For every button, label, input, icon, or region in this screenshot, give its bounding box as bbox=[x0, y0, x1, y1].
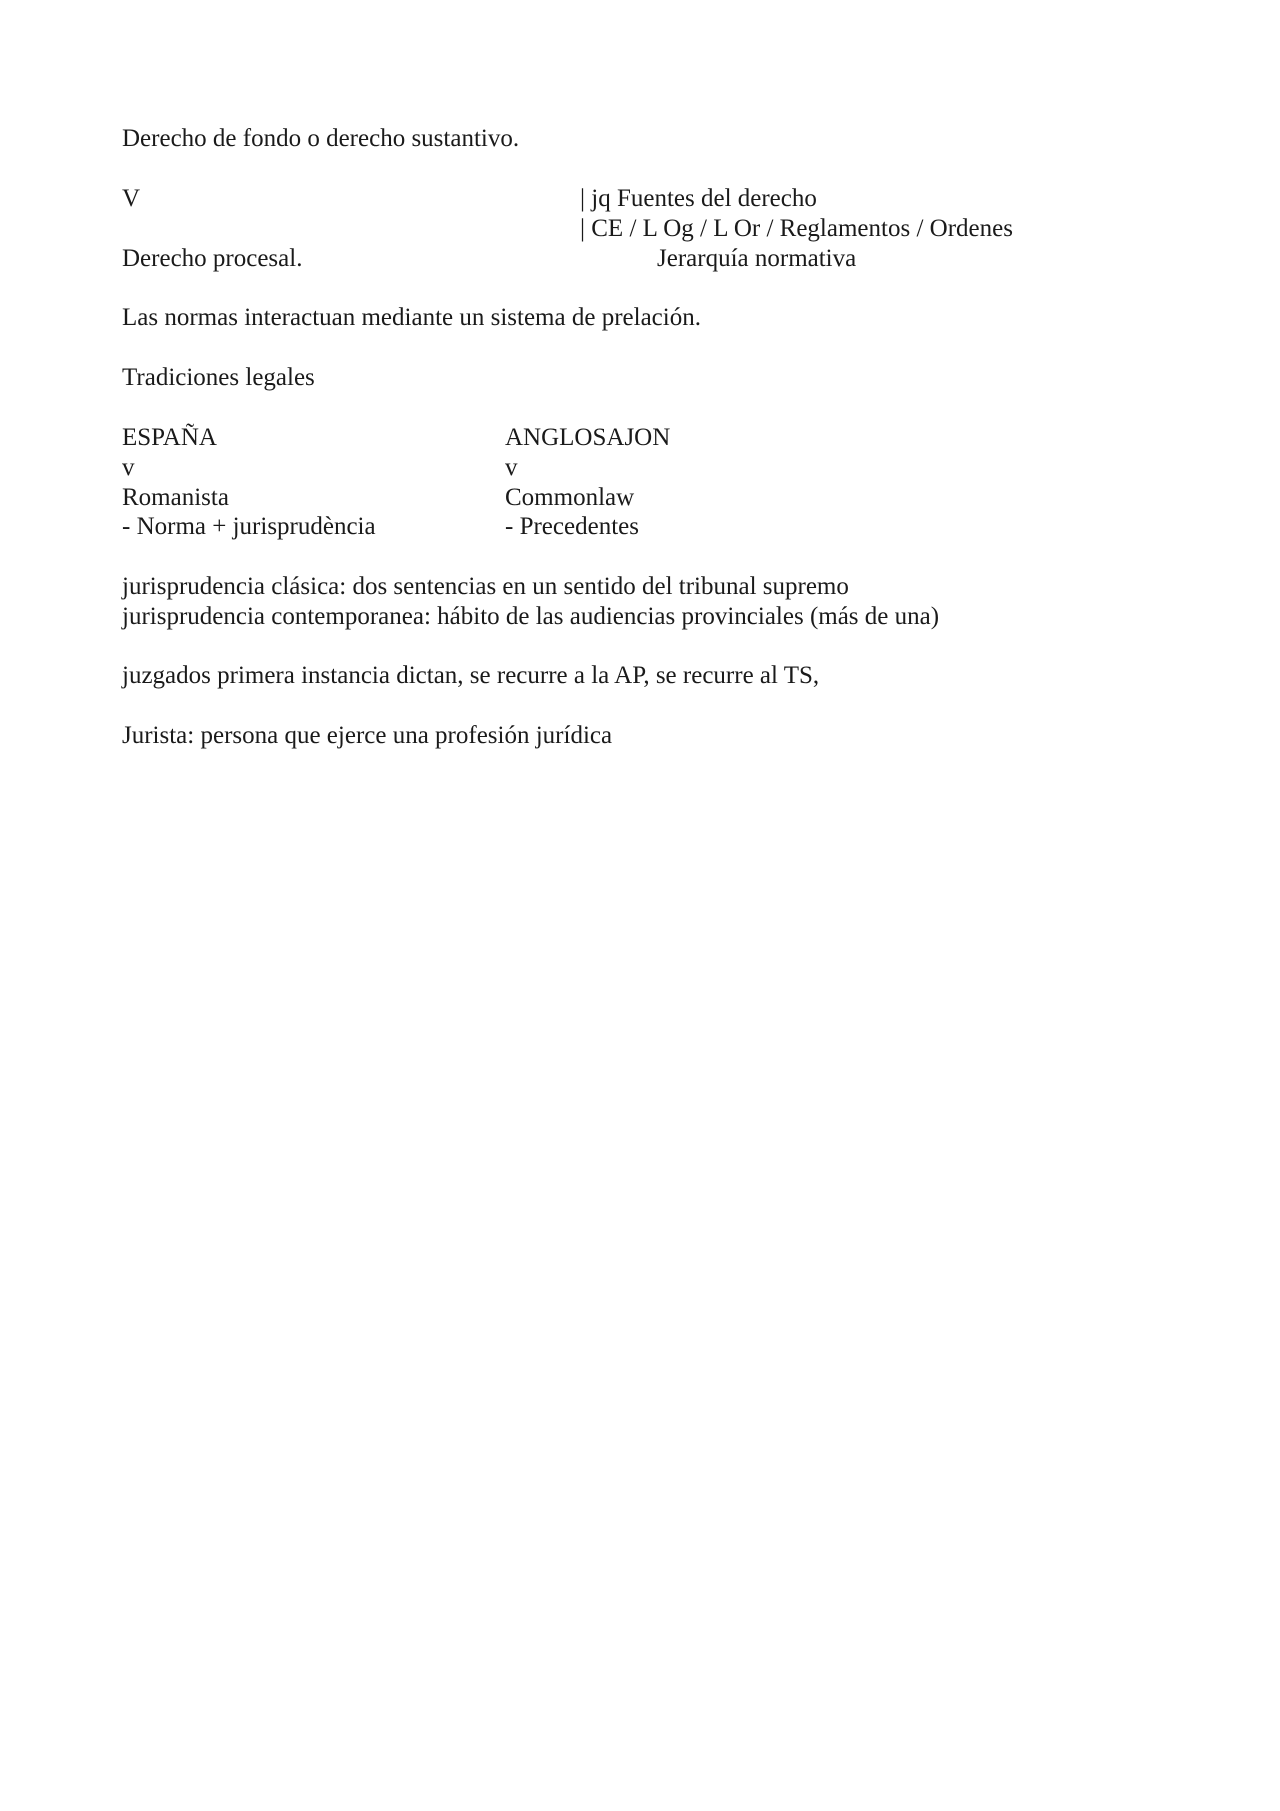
text-ce-reglamentos: | CE / L Og / L Or / Reglamentos / Ordenes bbox=[580, 215, 1013, 242]
text-anglosajon-arrow: v bbox=[505, 454, 518, 481]
text-jurista: Jurista: persona que ejerce una profesión jurídica bbox=[122, 722, 613, 749]
text-jerarquia-normativa: Jerarquía normativa bbox=[657, 245, 857, 272]
text-v-arrow: V bbox=[122, 185, 141, 212]
text-derecho-procesal: Derecho procesal. bbox=[122, 245, 303, 272]
text-normas-prelacion: Las normas interactuan mediante un sistema de prelación. bbox=[122, 304, 701, 331]
text-romanista: Romanista bbox=[122, 484, 229, 511]
text-fuentes-derecho: | jq Fuentes del derecho bbox=[580, 185, 817, 212]
text-norma-jurisprudencia: - Norma + jurisprudència bbox=[122, 513, 376, 540]
text-anglosajon-heading: ANGLOSAJON bbox=[505, 424, 671, 451]
text-tradiciones-legales: Tradiciones legales bbox=[122, 364, 315, 391]
text-commonlaw: Commonlaw bbox=[505, 484, 635, 511]
text-derecho-fondo: Derecho de fondo o derecho sustantivo. bbox=[122, 125, 520, 152]
text-juzgados: juzgados primera instancia dictan, se recurre a la AP, se recurre al TS, bbox=[122, 662, 820, 689]
text-espana-arrow: v bbox=[122, 454, 135, 481]
text-espana-heading: ESPAÑA bbox=[122, 424, 217, 451]
text-precedentes: - Precedentes bbox=[505, 513, 639, 540]
text-jurisprudencia-clasica: jurisprudencia clásica: dos sentencias en un sentido del tribunal supremo bbox=[122, 573, 849, 600]
text-jurisprudencia-contemporanea: jurisprudencia contemporanea: hábito de las audiencias provinciales (más de una) bbox=[122, 603, 940, 630]
